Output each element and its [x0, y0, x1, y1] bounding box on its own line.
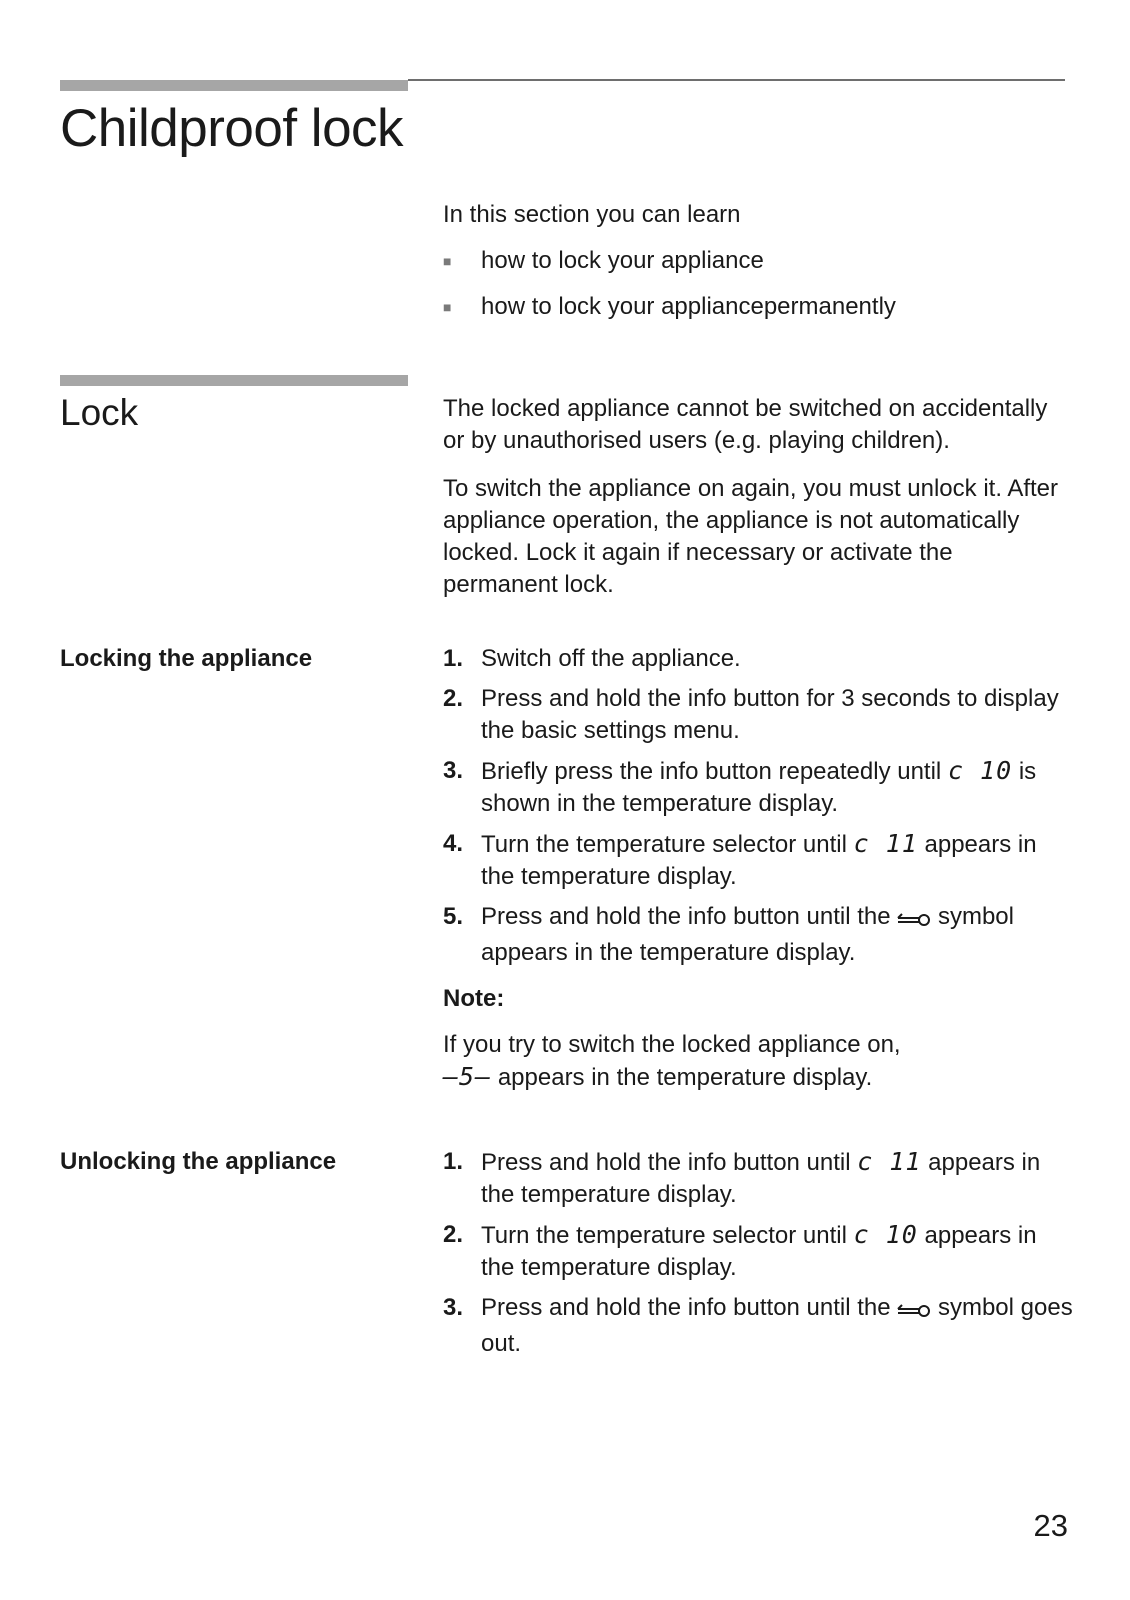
bullet-square-icon: ■: [443, 253, 452, 269]
page-title: Childproof lock: [60, 99, 404, 158]
step-item: 3. Press and hold the info button until the symbol goes out.: [443, 1294, 1073, 1357]
intro-section: [443, 199, 1073, 323]
section-rule: [60, 375, 408, 386]
intro-lead: In this section you can learn: [443, 201, 741, 228]
step-item: 1. Press and hold the info button until c 11 appears in the temperature display.: [443, 1147, 1041, 1208]
step-item: 3. Briefly press the info button repeatedly until c 10 is shown in the temperature display.: [443, 756, 1037, 817]
intro-bullet: ■ how to lock your appliance: [443, 245, 1073, 277]
note-text: If you try to switch the locked appliance on, –5– appears in the temperature display.: [443, 1031, 901, 1091]
step-item: 2. Press and hold the info button for 3 seconds to display the basic settings menu.: [443, 685, 1059, 744]
locking-heading: Locking the appliance: [60, 645, 313, 672]
step-item: 1. Switch off the appliance.: [443, 645, 741, 672]
bullet-square-icon: ■: [443, 299, 452, 315]
intro-bullet: ■ how to lock your appliancepermanently: [443, 291, 1073, 323]
display-code-c11: c 11: [853, 829, 918, 858]
key-icon: [897, 1296, 931, 1328]
step-item: 4. Turn the temperature selector until c 11 appears in the temperature display.: [443, 829, 1037, 890]
lock-description: [443, 393, 1073, 601]
unlocking-heading: Unlocking the appliance: [60, 1148, 337, 1175]
title-rule-thick: [60, 80, 408, 91]
display-code-dash-5: –5–: [443, 1062, 492, 1091]
page-number: 23: [1033, 1508, 1068, 1543]
display-code-c11: c 11: [857, 1147, 922, 1176]
lock-para-2: To switch the appliance on again, you must unlock it. After appliance operation, the appliance is not automatically locked. Lock it again if necessary or activate the permanent lock.: [443, 475, 1059, 598]
display-code-c10: c 10: [853, 1220, 918, 1249]
locking-steps: [443, 643, 1073, 1094]
note-label: Note:: [443, 985, 505, 1012]
display-code-c10: c 10: [947, 756, 1013, 785]
step-item: 5. Press and hold the info button until the symbol appears in the temperature display.: [443, 903, 1014, 966]
title-rule-thin: [408, 79, 1065, 81]
lock-para-1: The locked appliance cannot be switched on accidentally or by unauthorised users (e.g. playing children).: [443, 395, 1048, 454]
key-icon: [897, 905, 931, 937]
unlocking-steps: [443, 1146, 1073, 1368]
step-item: 2. Turn the temperature selector until c 10 appears in the temperature display.: [443, 1220, 1037, 1281]
section-title-lock: Lock: [60, 392, 139, 433]
